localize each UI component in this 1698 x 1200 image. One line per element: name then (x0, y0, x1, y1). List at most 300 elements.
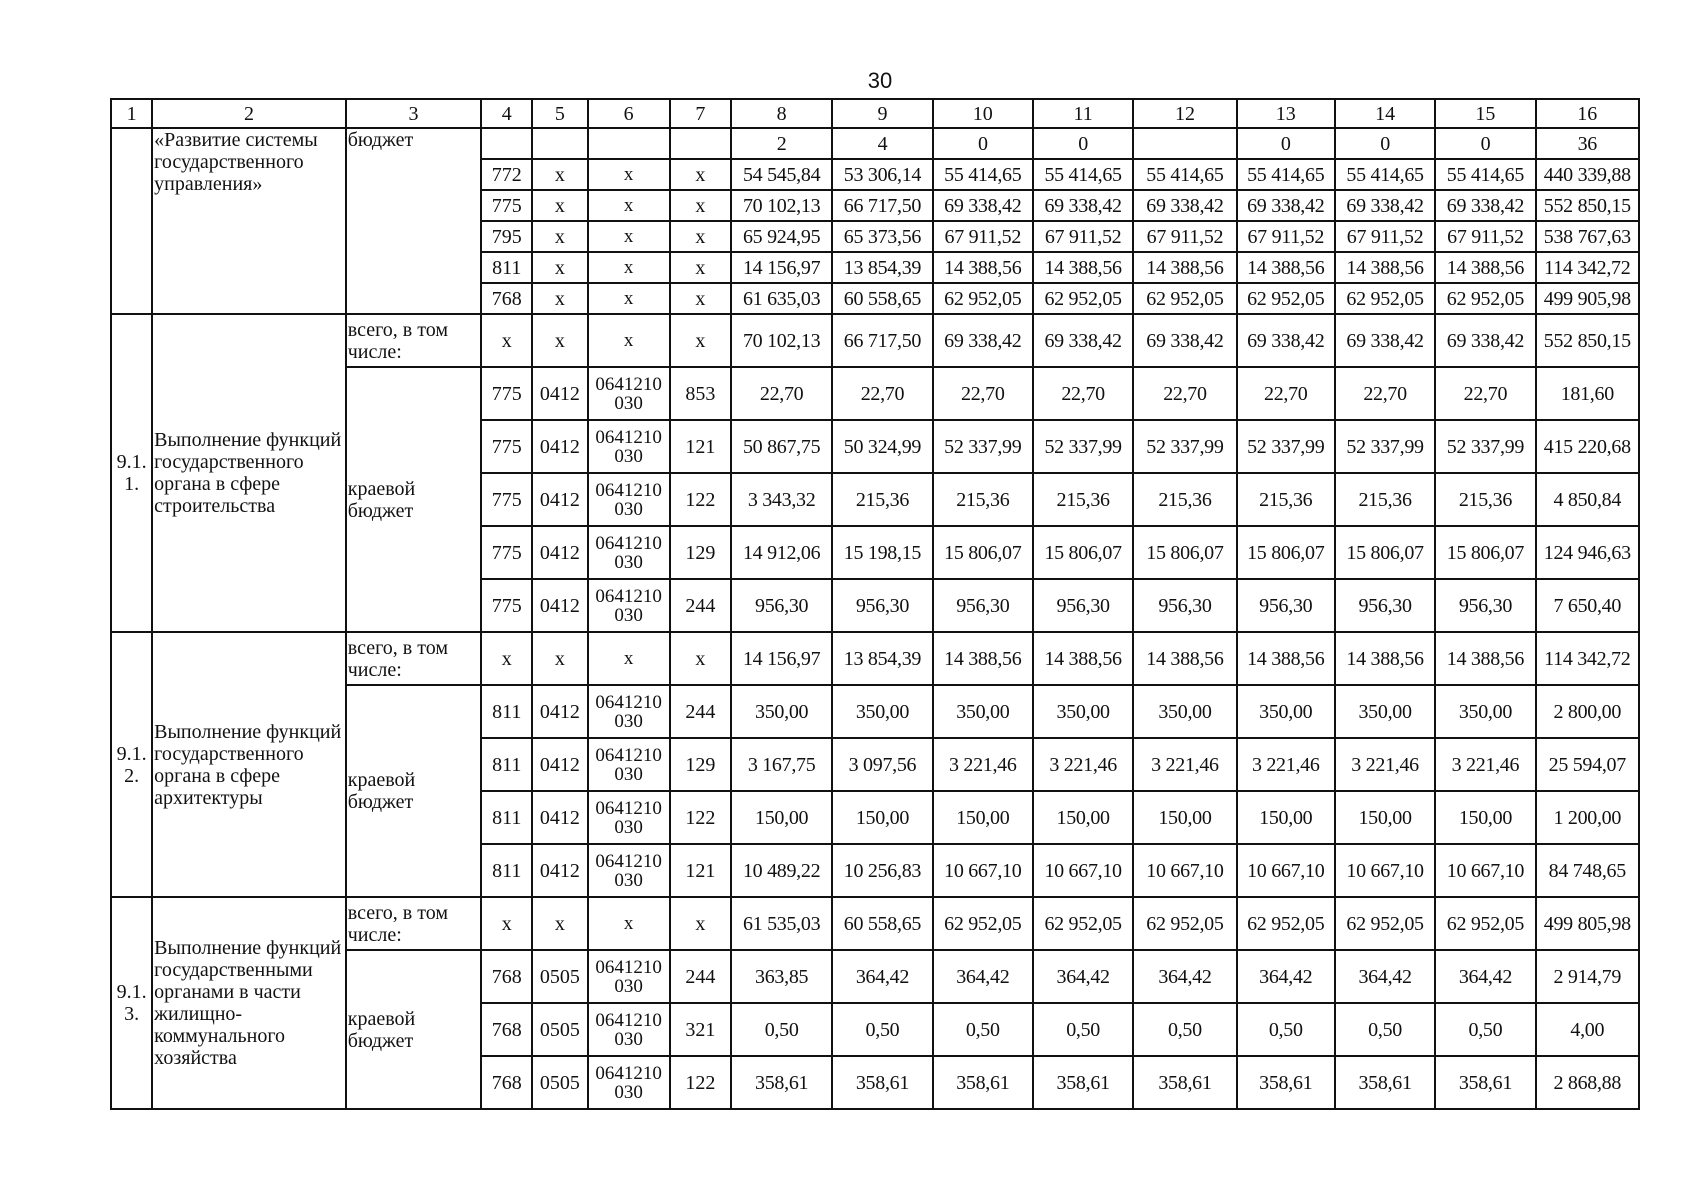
table-cell: 811 (481, 685, 532, 738)
column-header: 10 (933, 99, 1033, 128)
table-cell: 499 905,98 (1536, 283, 1639, 314)
table-cell: 69 338,42 (1133, 190, 1236, 221)
table-cell: 62 952,05 (1237, 897, 1335, 950)
table-cell: 0412 (532, 579, 587, 632)
table-cell: 52 337,99 (1335, 420, 1435, 473)
table-cell: 3 221,46 (1237, 738, 1335, 791)
funding-source: краевой бюджет (346, 950, 481, 1109)
column-header: 8 (731, 99, 832, 128)
table-cell: 55 414,65 (933, 159, 1033, 190)
table-cell: x (670, 897, 731, 950)
table-cell: 853 (670, 367, 731, 420)
table-cell: 775 (481, 367, 532, 420)
table-cell: 552 850,15 (1536, 314, 1639, 367)
table-cell: x (588, 632, 670, 685)
table-cell: 122 (670, 473, 731, 526)
table-cell: 62 952,05 (1335, 897, 1435, 950)
table-cell: 22,70 (1335, 367, 1435, 420)
table-cell: 3 221,46 (933, 738, 1033, 791)
table-cell: 358,61 (1435, 1056, 1535, 1109)
table-cell: 69 338,42 (1133, 314, 1236, 367)
table-cell: 956,30 (1133, 579, 1236, 632)
table-cell: 62 952,05 (1435, 283, 1535, 314)
table-cell: 69 338,42 (1237, 314, 1335, 367)
table-cell: 244 (670, 579, 731, 632)
column-header: 13 (1237, 99, 1335, 128)
table-cell: 22,70 (1033, 367, 1133, 420)
table-cell: 14 388,56 (1335, 632, 1435, 685)
table-cell: 62 952,05 (1133, 897, 1236, 950)
table-cell: x (588, 314, 670, 367)
table-cell: 14 388,56 (1435, 632, 1535, 685)
table-cell: 114 342,72 (1536, 632, 1639, 685)
column-header: 6 (588, 99, 670, 128)
table-cell: x (532, 314, 587, 367)
table-cell: 69 338,42 (1033, 190, 1133, 221)
table-cell: x (532, 632, 587, 685)
table-cell: 65 924,95 (731, 221, 832, 252)
table-cell: 0 (933, 128, 1033, 159)
table-cell: 0,50 (1335, 1003, 1435, 1056)
table-cell: 69 338,42 (933, 314, 1033, 367)
table-cell: 0641210 030 (588, 685, 670, 738)
table-cell: 215,36 (1335, 473, 1435, 526)
table-cell: 4,00 (1536, 1003, 1639, 1056)
column-header: 12 (1133, 99, 1236, 128)
table-cell: 22,70 (1133, 367, 1236, 420)
table-cell: 50 324,99 (832, 420, 932, 473)
table-cell: 10 667,10 (1435, 844, 1535, 897)
table-cell: 350,00 (1335, 685, 1435, 738)
table-cell: 55 414,65 (1237, 159, 1335, 190)
column-header: 3 (346, 99, 481, 128)
column-header: 7 (670, 99, 731, 128)
table-cell: 4 850,84 (1536, 473, 1639, 526)
table-cell: 14 388,56 (1033, 252, 1133, 283)
table-cell: 0641210 030 (588, 367, 670, 420)
column-header: 1 (111, 99, 152, 128)
table-cell (481, 128, 532, 159)
table-cell: x (532, 283, 587, 314)
table-cell (1133, 128, 1236, 159)
table-cell: 350,00 (933, 685, 1033, 738)
table-cell: 121 (670, 420, 731, 473)
table-cell: 62 952,05 (1435, 897, 1535, 950)
table-cell: 15 806,07 (1033, 526, 1133, 579)
total-label: всего, в том числе: (346, 314, 481, 367)
table-cell: 364,42 (1335, 950, 1435, 1003)
table-cell: x (532, 190, 587, 221)
table-cell: 61 635,03 (731, 283, 832, 314)
total-label: всего, в том числе: (346, 632, 481, 685)
table-cell: 0641210 030 (588, 1056, 670, 1109)
table-cell: 150,00 (1435, 791, 1535, 844)
table-cell: 10 667,10 (1237, 844, 1335, 897)
table-cell: 22,70 (832, 367, 932, 420)
section-index-cell (111, 128, 152, 314)
total-label: всего, в том числе: (346, 897, 481, 950)
table-cell: 0505 (532, 1003, 587, 1056)
section-total-row (111, 897, 1639, 950)
table-cell: 0641210 030 (588, 579, 670, 632)
table-cell: 0,50 (832, 1003, 932, 1056)
table-cell: x (670, 252, 731, 283)
table-cell (670, 128, 731, 159)
page-number: 30 (867, 68, 893, 93)
table-cell: 22,70 (933, 367, 1033, 420)
table-cell: x (670, 221, 731, 252)
table-cell: 2 914,79 (1536, 950, 1639, 1003)
table-cell: 2 800,00 (1536, 685, 1639, 738)
table-cell: 775 (481, 190, 532, 221)
table-cell: x (588, 159, 670, 190)
table-cell: x (481, 632, 532, 685)
table-cell: x (670, 283, 731, 314)
table-cell: 14 388,56 (1133, 632, 1236, 685)
table-cell: 0412 (532, 526, 587, 579)
table-cell: x (670, 159, 731, 190)
table-cell: 0505 (532, 1056, 587, 1109)
table-cell: 66 717,50 (832, 190, 932, 221)
table-cell: 25 594,07 (1536, 738, 1639, 791)
table-cell: 956,30 (1435, 579, 1535, 632)
table-cell (532, 128, 587, 159)
table-cell: 215,36 (1435, 473, 1535, 526)
table-cell: 0641210 030 (588, 950, 670, 1003)
column-header: 4 (481, 99, 532, 128)
table-cell: 358,61 (731, 1056, 832, 1109)
table-cell: 122 (670, 791, 731, 844)
header-row (111, 99, 1639, 128)
table-cell: 358,61 (832, 1056, 932, 1109)
table-cell: 0412 (532, 738, 587, 791)
table-cell: 22,70 (1435, 367, 1535, 420)
table-cell: 14 156,97 (731, 632, 832, 685)
table-cell: 14 388,56 (933, 252, 1033, 283)
table-cell: x (588, 252, 670, 283)
table-cell: 3 221,46 (1133, 738, 1236, 791)
table-row (111, 128, 1639, 159)
table-cell: 69 338,42 (1335, 190, 1435, 221)
table-cell: 124 946,63 (1536, 526, 1639, 579)
table-cell: 0,50 (1033, 1003, 1133, 1056)
table-cell: 60 558,65 (832, 897, 932, 950)
table-cell: 52 337,99 (933, 420, 1033, 473)
table-cell: 13 854,39 (832, 252, 932, 283)
table-cell: 55 414,65 (1335, 159, 1435, 190)
table-cell: 10 667,10 (1033, 844, 1133, 897)
table-cell: 4 (832, 128, 932, 159)
table-cell: 10 256,83 (832, 844, 932, 897)
table-cell: 14 388,56 (1435, 252, 1535, 283)
table-cell: 350,00 (1435, 685, 1535, 738)
table-cell: 3 221,46 (1435, 738, 1535, 791)
table-cell: 811 (481, 844, 532, 897)
table-cell: x (588, 897, 670, 950)
table-cell: 14 388,56 (1237, 252, 1335, 283)
table-cell: 62 952,05 (1237, 283, 1335, 314)
section-index: 9.1. 2. (111, 632, 152, 897)
budget-table (110, 98, 1640, 1110)
table-cell: 150,00 (1237, 791, 1335, 844)
table-cell: 415 220,68 (1536, 420, 1639, 473)
table-cell: 66 717,50 (832, 314, 932, 367)
table-cell: 0412 (532, 685, 587, 738)
table-cell: 10 489,22 (731, 844, 832, 897)
table-cell: 69 338,42 (1237, 190, 1335, 221)
table-cell: 0412 (532, 367, 587, 420)
table-cell: 811 (481, 791, 532, 844)
table-cell: 775 (481, 526, 532, 579)
table-cell: 65 373,56 (832, 221, 932, 252)
table-cell: 0 (1033, 128, 1133, 159)
table-cell: 358,61 (1237, 1056, 1335, 1109)
table-cell: x (670, 314, 731, 367)
funding-source: краевой бюджет (346, 685, 481, 897)
table-cell: 84 748,65 (1536, 844, 1639, 897)
table-cell: 62 952,05 (1133, 283, 1236, 314)
table-cell: 50 867,75 (731, 420, 832, 473)
table-cell: 62 952,05 (933, 283, 1033, 314)
column-header: 14 (1335, 99, 1435, 128)
table-cell: 215,36 (1033, 473, 1133, 526)
column-header: 5 (532, 99, 587, 128)
column-header: 15 (1435, 99, 1535, 128)
table-cell: 7 650,40 (1536, 579, 1639, 632)
table-cell: 62 952,05 (1033, 283, 1133, 314)
section-name: Выполнение функций государственного органа в сфере строительства (152, 314, 346, 632)
table-cell: 0641210 030 (588, 791, 670, 844)
table-cell: 364,42 (1133, 950, 1236, 1003)
table-cell: 15 806,07 (1335, 526, 1435, 579)
table-cell: 22,70 (731, 367, 832, 420)
table-cell: 61 535,03 (731, 897, 832, 950)
table-cell: 956,30 (933, 579, 1033, 632)
table-cell: 0412 (532, 420, 587, 473)
table-cell: 69 338,42 (1335, 314, 1435, 367)
table-cell: 0505 (532, 950, 587, 1003)
table-cell: 0412 (532, 844, 587, 897)
table-cell: 150,00 (933, 791, 1033, 844)
table-cell: 129 (670, 738, 731, 791)
table-cell: 67 911,52 (1335, 221, 1435, 252)
table-cell: 350,00 (1133, 685, 1236, 738)
table-cell: 69 338,42 (933, 190, 1033, 221)
table-cell: 811 (481, 252, 532, 283)
table-cell: 0,50 (1237, 1003, 1335, 1056)
table-cell: 0641210 030 (588, 526, 670, 579)
column-header: 9 (832, 99, 932, 128)
table-cell: 52 337,99 (1237, 420, 1335, 473)
table-cell: 62 952,05 (1033, 897, 1133, 950)
table-cell: 150,00 (1335, 791, 1435, 844)
table-cell: x (481, 314, 532, 367)
table-cell: 36 (1536, 128, 1639, 159)
table-cell: 364,42 (832, 950, 932, 1003)
table-cell: 150,00 (1133, 791, 1236, 844)
table-cell: 215,36 (933, 473, 1033, 526)
table-cell: 0641210 030 (588, 844, 670, 897)
table-cell: 358,61 (1133, 1056, 1236, 1109)
table-cell: 0641210 030 (588, 738, 670, 791)
program-name: «Развитие системы государственного управления» (152, 128, 346, 314)
table-cell: 52 337,99 (1133, 420, 1236, 473)
table-cell: 0 (1237, 128, 1335, 159)
table-cell: 1 200,00 (1536, 791, 1639, 844)
table-cell: x (532, 159, 587, 190)
table-cell: 0,50 (933, 1003, 1033, 1056)
table-cell: 62 952,05 (933, 897, 1033, 950)
table-cell: 122 (670, 1056, 731, 1109)
table-cell: 14 388,56 (1033, 632, 1133, 685)
table-cell: 14 388,56 (1237, 632, 1335, 685)
table-cell: 956,30 (1033, 579, 1133, 632)
table-cell: 956,30 (832, 579, 932, 632)
table-cell: 358,61 (1335, 1056, 1435, 1109)
table-cell: 768 (481, 1003, 532, 1056)
table-cell: 0641210 030 (588, 1003, 670, 1056)
table-cell: 14 388,56 (1335, 252, 1435, 283)
table-cell: 0,50 (1133, 1003, 1236, 1056)
funding-source: бюджет (346, 128, 481, 314)
table-cell: 321 (670, 1003, 731, 1056)
table-cell: 350,00 (832, 685, 932, 738)
table-cell: x (588, 221, 670, 252)
table-cell: 2 868,88 (1536, 1056, 1639, 1109)
section-total-row (111, 632, 1639, 685)
table-cell: 768 (481, 283, 532, 314)
table-cell: 69 338,42 (1435, 190, 1535, 221)
table-cell: 69 338,42 (1033, 314, 1133, 367)
table-cell: 215,36 (1237, 473, 1335, 526)
table-cell: 0412 (532, 791, 587, 844)
table-cell: 52 337,99 (1435, 420, 1535, 473)
table-cell: 52 337,99 (1033, 420, 1133, 473)
table-cell: 350,00 (1237, 685, 1335, 738)
table-cell: 440 339,88 (1536, 159, 1639, 190)
table-cell: 0 (1335, 128, 1435, 159)
table-cell: 364,42 (1033, 950, 1133, 1003)
table-cell: 15 806,07 (1237, 526, 1335, 579)
table-cell: x (588, 283, 670, 314)
table-cell: 0412 (532, 473, 587, 526)
table-cell: 15 806,07 (1133, 526, 1236, 579)
table-cell: 121 (670, 844, 731, 897)
table-cell: 3 221,46 (1033, 738, 1133, 791)
table-cell: 67 911,52 (1033, 221, 1133, 252)
table-cell: 811 (481, 738, 532, 791)
section-name: Выполнение функций государственными органами в части жилищно-коммунального хозяйства (152, 897, 346, 1109)
table-cell: x (532, 252, 587, 283)
table-cell: 14 388,56 (1133, 252, 1236, 283)
table-cell: 70 102,13 (731, 190, 832, 221)
table-cell: 956,30 (1335, 579, 1435, 632)
table-cell: 150,00 (1033, 791, 1133, 844)
table-cell: 22,70 (1237, 367, 1335, 420)
table-cell: 150,00 (832, 791, 932, 844)
table-cell: 53 306,14 (832, 159, 932, 190)
table-cell: 2 (731, 128, 832, 159)
table-cell: 350,00 (731, 685, 832, 738)
table-cell: 60 558,65 (832, 283, 932, 314)
table-cell: 768 (481, 1056, 532, 1109)
table-cell: 358,61 (1033, 1056, 1133, 1109)
table-cell: x (588, 190, 670, 221)
table-cell: 552 850,15 (1536, 190, 1639, 221)
table-cell: 67 911,52 (1435, 221, 1535, 252)
table-cell: 364,42 (933, 950, 1033, 1003)
table-cell: 67 911,52 (1237, 221, 1335, 252)
table-cell: 15 806,07 (933, 526, 1033, 579)
table-cell: 775 (481, 473, 532, 526)
table-cell: 772 (481, 159, 532, 190)
table-cell: 538 767,63 (1536, 221, 1639, 252)
table-cell: 69 338,42 (1435, 314, 1535, 367)
table-cell: 129 (670, 526, 731, 579)
table-cell: 181,60 (1536, 367, 1639, 420)
table-cell: 15 198,15 (832, 526, 932, 579)
column-header: 2 (152, 99, 346, 128)
column-header: 11 (1033, 99, 1133, 128)
table-cell: 350,00 (1033, 685, 1133, 738)
table-cell: 55 414,65 (1435, 159, 1535, 190)
table-cell: 775 (481, 420, 532, 473)
table-cell: 0,50 (731, 1003, 832, 1056)
table-cell: x (532, 221, 587, 252)
table-cell: 364,42 (1435, 950, 1535, 1003)
table-cell: 768 (481, 950, 532, 1003)
table-cell: 10 667,10 (1335, 844, 1435, 897)
table-cell: x (481, 897, 532, 950)
table-cell: 0 (1435, 128, 1535, 159)
table-cell: 499 805,98 (1536, 897, 1639, 950)
table-cell: 0641210 030 (588, 420, 670, 473)
table-cell: 62 952,05 (1335, 283, 1435, 314)
funding-source: краевой бюджет (346, 367, 481, 632)
table-cell: 3 343,32 (731, 473, 832, 526)
table-cell: 114 342,72 (1536, 252, 1639, 283)
table-cell: 10 667,10 (1133, 844, 1236, 897)
table-cell: 150,00 (731, 791, 832, 844)
table-cell: 364,42 (1237, 950, 1335, 1003)
table-cell: 363,85 (731, 950, 832, 1003)
table-cell: 244 (670, 685, 731, 738)
table-cell: 215,36 (832, 473, 932, 526)
table-cell: 358,61 (933, 1056, 1033, 1109)
table-cell: x (532, 897, 587, 950)
table-cell: x (670, 632, 731, 685)
table-cell: 14 912,06 (731, 526, 832, 579)
table-cell: 0641210 030 (588, 473, 670, 526)
section-name: Выполнение функций государственного органа в сфере архитектуры (152, 632, 346, 897)
column-header: 16 (1536, 99, 1639, 128)
table-cell: 14 388,56 (933, 632, 1033, 685)
table-cell: 55 414,65 (1033, 159, 1133, 190)
section-total-row (111, 314, 1639, 367)
table-cell: 3 097,56 (832, 738, 932, 791)
table-cell: 55 414,65 (1133, 159, 1236, 190)
table-cell: 3 221,46 (1335, 738, 1435, 791)
table-cell: 795 (481, 221, 532, 252)
table-cell: 3 167,75 (731, 738, 832, 791)
table-cell: 775 (481, 579, 532, 632)
table-cell: 10 667,10 (933, 844, 1033, 897)
table-cell: 244 (670, 950, 731, 1003)
table-cell: 956,30 (1237, 579, 1335, 632)
table-cell: 67 911,52 (933, 221, 1033, 252)
table-cell: 70 102,13 (731, 314, 832, 367)
table-cell: 15 806,07 (1435, 526, 1535, 579)
